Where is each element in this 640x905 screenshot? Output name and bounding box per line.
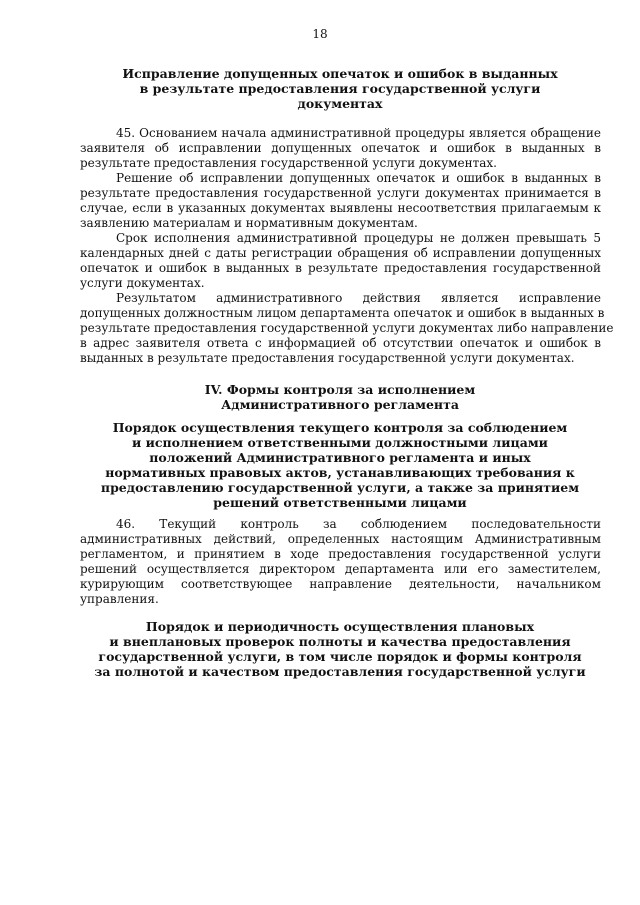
paragraph-deadline — [80, 231, 601, 291]
text-line: 46. Текущий контроль за соблюдением последовательности — [116, 517, 601, 531]
heading-line: государственной услуги, в том числе порядок и формы контроля — [98, 649, 582, 664]
heading-line: Порядок и периодичность осуществления плановых — [145, 619, 535, 634]
heading-line: Исправление допущенных опечаток и ошибок в выданных — [122, 66, 558, 81]
text-line: допущенных должностным лицом департамента опечаток и ошибок в выданных в — [80, 306, 605, 320]
section-heading-corrections — [80, 66, 600, 111]
heading-line: Административного регламента — [221, 397, 459, 412]
text-line: результате предоставления государственной услуги документах. — [80, 156, 497, 170]
text-line: услуги документах. — [80, 276, 205, 290]
section-heading-inspections — [80, 619, 600, 679]
text-line: выданных в результате предоставления государственной услуги документах. — [80, 351, 575, 365]
heading-line: решений ответственными лицами — [213, 495, 467, 510]
text-line: Результатом административного действия является исправление — [116, 291, 601, 305]
heading-line: документах — [297, 96, 383, 111]
text-line: Решение об исправлении допущенных опечаток и ошибок в выданных в — [116, 171, 601, 185]
heading-line: положений Административного регламента и иных — [149, 450, 531, 465]
heading-line: Порядок осуществления текущего контроля за соблюдением — [112, 420, 568, 435]
text-line: заявителя об исправлении допущенных опечаток и ошибок в выданных в — [80, 141, 601, 155]
text-line: случае, если в указанных документах выявлены несоответствия прилагаемым к — [80, 201, 601, 215]
page-number: 18 — [312, 27, 328, 41]
text-line: административных действий, определенных настоящим Административным — [80, 532, 601, 546]
paragraph-46 — [80, 517, 601, 607]
heading-line: нормативных правовых актов, устанавливающих требования к — [105, 465, 575, 480]
text-line: курирующим соответствующее направление деятельности, начальником — [80, 577, 601, 591]
paragraph-decision — [80, 171, 601, 231]
text-line: регламентом, и принятием в ходе предоставления государственной услуги — [80, 547, 601, 561]
section-heading-current-control — [80, 420, 600, 510]
text-line: в адрес заявителя ответа с информацией об отсутствии опечаток и ошибок в — [80, 336, 601, 350]
heading-line: за полнотой и качеством предоставления государственной услуги — [94, 664, 586, 679]
heading-line: и исполнением ответственными должностными лицами — [132, 435, 548, 450]
paragraph-result — [80, 291, 614, 366]
heading-line: в результате предоставления государственной услуги — [139, 81, 541, 96]
text-line: управления. — [80, 592, 159, 606]
text-line: опечаток и ошибок в выданных в результате предоставления государственной — [80, 261, 601, 275]
heading-line: и внеплановых проверок полноты и качества предоставления — [109, 634, 571, 649]
paragraph-45 — [80, 126, 601, 171]
text-line: решений осуществляется директором департамента или его заместителем, — [80, 562, 601, 576]
heading-line: IV. Формы контроля за исполнением — [204, 382, 476, 397]
text-line: результате предоставления государственной услуги документах либо направление — [80, 321, 614, 335]
text-line: Срок исполнения административной процедуры не должен превышать 5 — [116, 231, 601, 245]
heading-line: предоставлению государственной услуги, а также за принятием — [100, 480, 580, 495]
text-line: результате предоставления государственной услуги документах принимается в — [80, 186, 601, 200]
text-line: календарных дней с даты регистрации обращения об исправлении допущенных — [80, 246, 601, 260]
text-line: 45. Основанием начала административной процедуры является обращение — [116, 126, 601, 140]
text-line: заявлению материалам и нормативным документам. — [80, 216, 418, 230]
section-heading-control-forms — [80, 382, 600, 412]
